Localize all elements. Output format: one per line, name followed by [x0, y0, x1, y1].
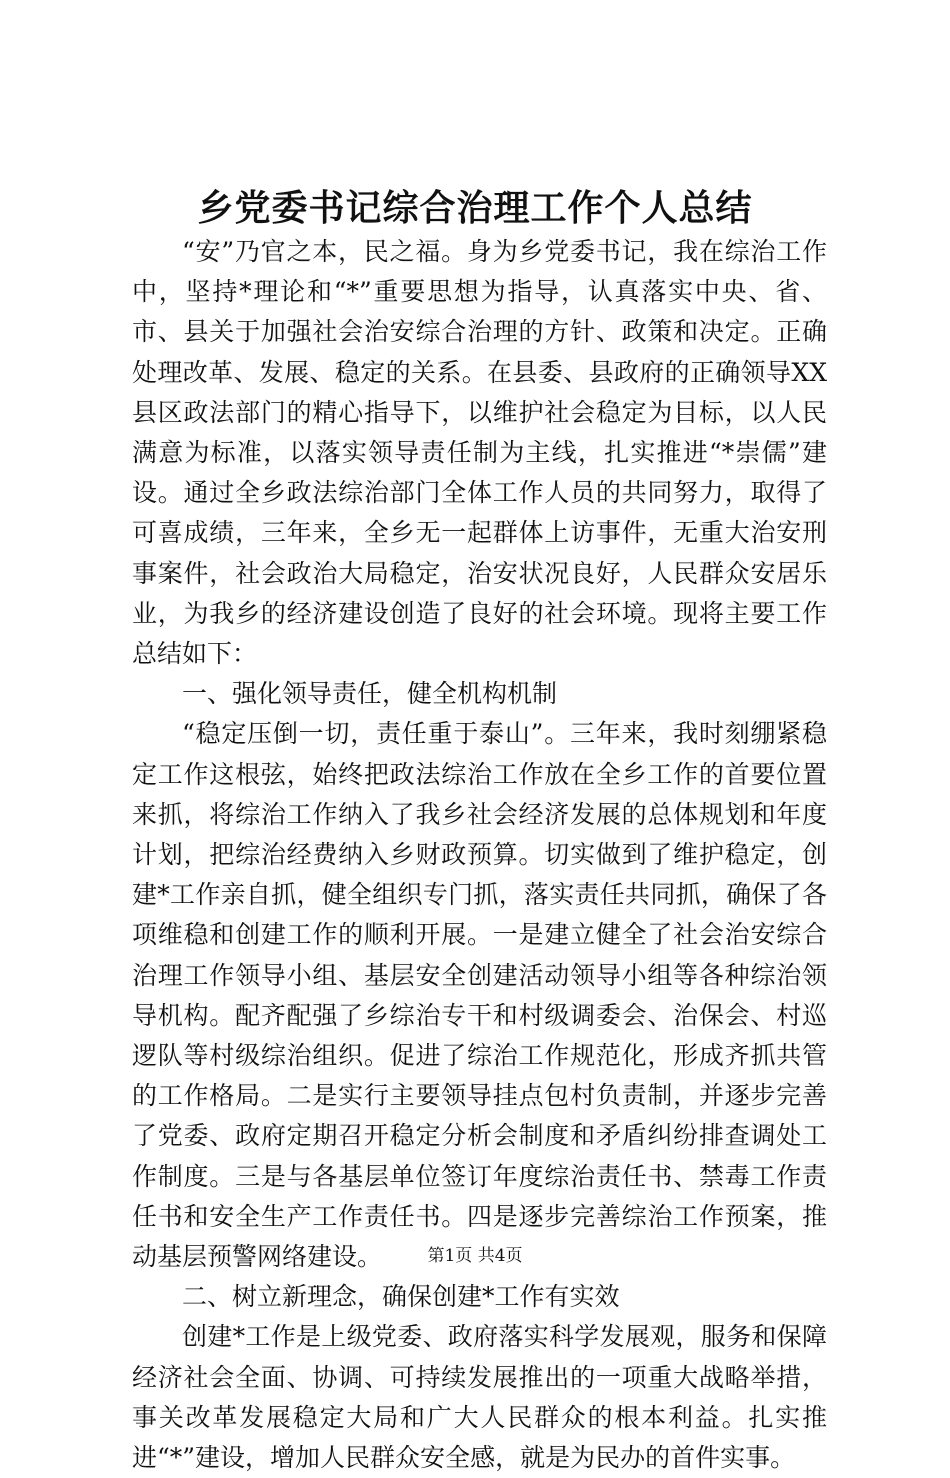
- section-heading-2: 二、树立新理念，确保创建*工作有实效: [182, 1282, 620, 1312]
- section-heading-1: 一、强化领导责任，健全机构机制: [182, 679, 558, 709]
- document-title: 乡党委书记综合治理工作个人总结: [197, 188, 753, 229]
- intro-paragraph: “安”乃官之本，民之福。身为乡党委书记，我在综治工作中，坚持*理论和“*”重要思想为指导，认真落实中央、省、市、县关于加强社会治安综合治理的方针、政策和决定。正确处理改革、发展、稳定的关系。在县委、县政府的正确领导XX县区政法部门的精心指导下，以维护社会稳定为目标，以人民满意为标准，以落实领导责任制为主线，扎实推进“*崇儒”建设。通过全乡政法综治部门全体工作人员的共同努力，取得了可喜成绩，三年来，全乡无一起群体上访事件，无重大治安刑事案件，社会政治大局稳定，治安状况良好，人民群众安居乐业，为我乡的经济建设创造了良好的社会环境。现将主要工作总结如下：: [132, 237, 827, 669]
- page-number-footer: 第1页 共4页: [427, 1246, 523, 1266]
- document-body: [132, 232, 827, 1478]
- section-1-paragraph: “稳定压倒一切，责任重于泰山”。三年来，我时刻绷紧稳定工作这根弦，始终把政法综治工作放在全乡工作的首要位置来抓，将综治工作纳入了我乡社会经济发展的总体规划和年度计划，把综治经费纳入乡财政预算。切实做到了维护稳定，创建*工作亲自抓，健全组织专门抓，落实责任共同抓，确保了各项维稳和创建工作的顺利开展。一是建立健全了社会治安综合治理工作领导小组、基层安全创建活动领导小组等各种综治领导机构。配齐配强了乡综治专干和村级调委会、治保会、村巡逻队等村级综治组织。促进了综治工作规范化，形成齐抓共管的工作格局。二是实行主要领导挂点包村负责制，并逐步完善了党委、政府定期召开稳定分析会制度和矛盾纠纷排查调处工作制度。三是与各基层单位签订年度综治责任书、禁毒工作责任书和安全生产工作责任书。四是逐步完善综治工作预案，推动基层预警网络建设。: [132, 719, 827, 1272]
- section-2-paragraph: 创建*工作是上级党委、政府落实科学发展观，服务和保障经济社会全面、协调、可持续发展推出的一项重大战略举措，事关改革发展稳定大局和广大人民群众的根本利益。扎实推进“*”建设，增加人民群众安全感，就是为民办的首件实事。: [132, 1322, 827, 1473]
